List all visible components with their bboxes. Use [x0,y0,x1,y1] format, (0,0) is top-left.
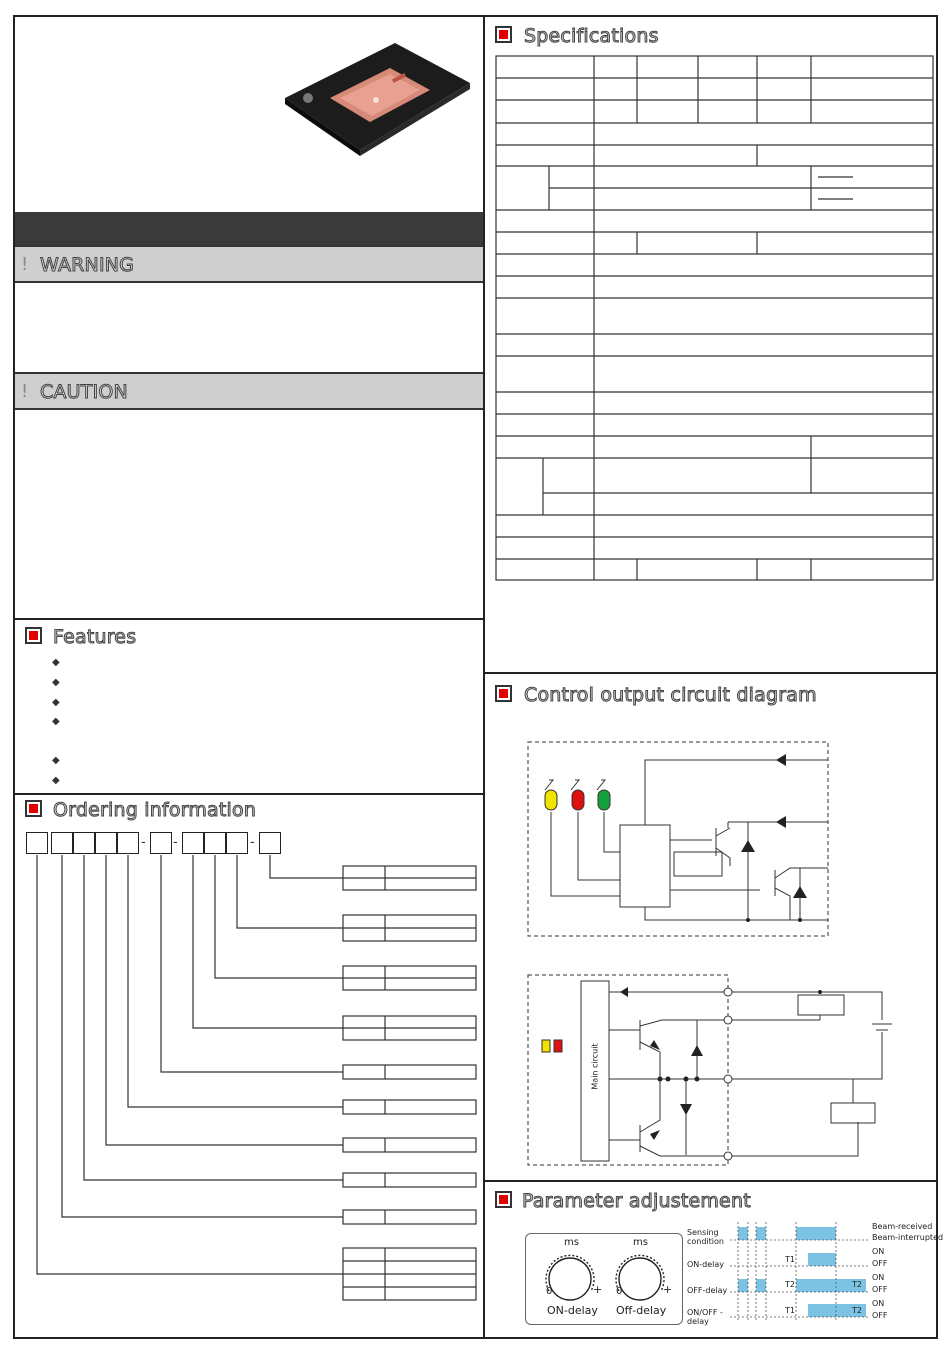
bullet-icon: ◆ [52,775,60,786]
state-on: ON [872,1299,885,1308]
state-on: ON [872,1247,885,1256]
bullet-icon: ◆ [52,697,60,708]
bullet-icon: ◆ [52,716,60,727]
state-off: OFF [872,1285,888,1294]
bullet-icon: ◆ [52,755,60,766]
timing-t2: T2 [852,1306,862,1315]
timing-row-on-off-delay: ON/OFF -delay [687,1308,723,1326]
dial-plus-right: + [663,1283,673,1296]
timing-t1: T1 [785,1306,795,1315]
main-circuit-label: Main circuit [590,1043,600,1090]
caution-heading: CAUTION [40,381,128,403]
warning-heading: WARNING [40,254,135,276]
state-off: OFF [872,1311,888,1320]
state-on: ON [872,1273,885,1282]
code-dash: - [173,835,178,850]
timing-row-sensing: Sensing condition [687,1228,724,1246]
ordering-heading: Ordering information [53,799,257,821]
dial-unit-right: ms [633,1237,648,1248]
caution-icon: ! [21,381,29,402]
state-beam-received: Beam-received [872,1222,933,1231]
timing-row-on-delay: ON-delay [687,1260,725,1269]
parameter-heading: Parameter adjustement [522,1190,751,1212]
timing-t1: T1 [785,1255,795,1264]
dial-unit-left: ms [564,1237,579,1248]
dial-min-right: 0 [616,1286,623,1297]
dial-label-off-delay: Off-delay [616,1304,667,1317]
code-dash: - [141,835,146,850]
timing-row-off-delay: OFF-delay [687,1286,728,1295]
features-heading: Features [53,626,137,648]
bullet-icon: ◆ [52,677,60,688]
dial-label-on-delay: ON-delay [547,1304,598,1317]
dial-plus-left: + [593,1283,603,1296]
warning-icon: ! [21,254,29,275]
state-off: OFF [872,1259,888,1268]
timing-t2: T2 [785,1280,795,1289]
code-dash: - [250,835,255,850]
bullet-icon: ◆ [52,657,60,668]
state-beam-interrupted: Beam-interrupted [872,1233,944,1242]
specifications-heading: Specifications [524,25,659,47]
dial-min-left: 0 [546,1286,553,1297]
timing-t2: T2 [852,1280,862,1289]
circuit-heading: Control output circuit diagram [524,684,817,706]
